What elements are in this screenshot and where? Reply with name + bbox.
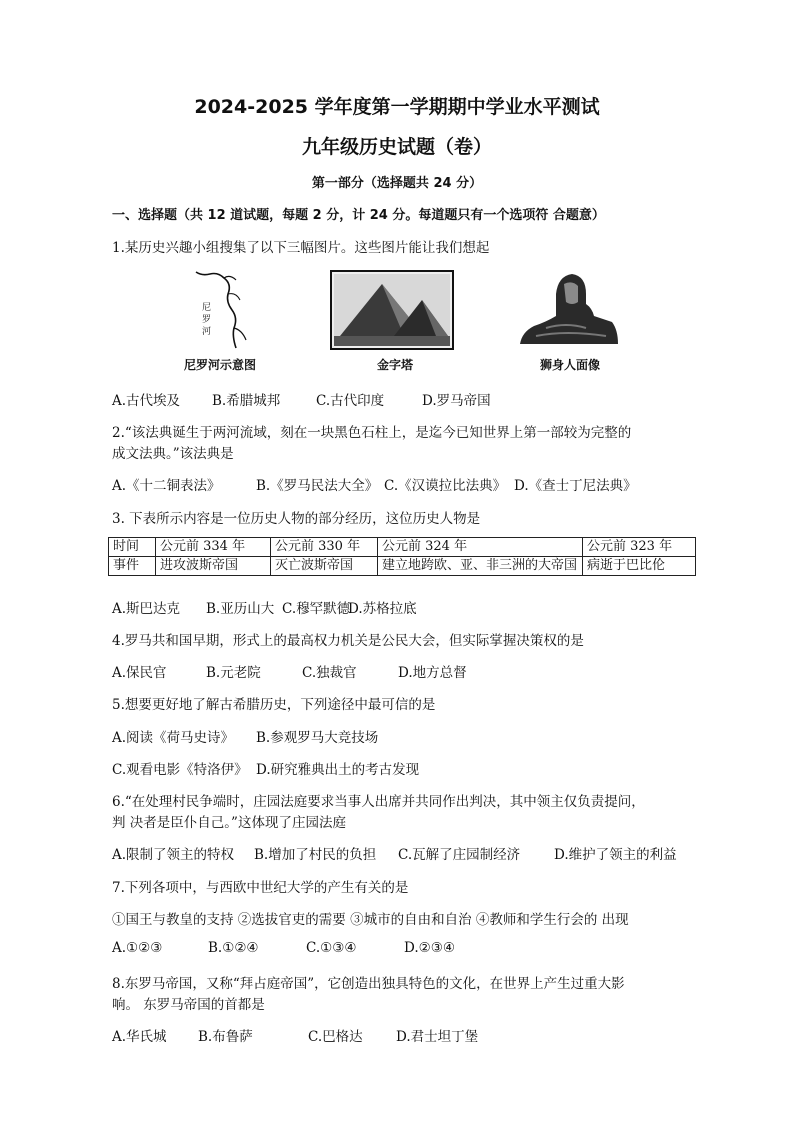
question-1-options [112,389,491,409]
table-row [109,557,696,576]
figure-caption-nile: 尼罗河示意图 [183,358,256,372]
option-d[interactable]: D.维护了领主的利益 [554,847,677,863]
figure-caption-pyramid: 金字塔 [376,358,413,372]
question-4-options [112,661,467,681]
question-3-stem: 3. 下表所示内容是一位历史人物的部分经历，这位历史人物是 [112,511,481,527]
option-c[interactable]: C.巴格达 [308,1029,363,1045]
question-5-options-row1 [112,726,378,746]
option-d[interactable]: D.苏格拉底 [348,601,417,617]
option-b[interactable]: B.增加了村民的负担 [254,847,377,863]
exam-subtitle: 九年级历史试题（卷） [301,136,492,158]
option-a[interactable]: A.古代埃及 [112,393,181,409]
question-3-table [108,537,696,576]
question-7-items: ①国王与教皇的支持 ②选拔官吏的需要 ③城市的自由和自治 ④教师和学生行会的 出现 [112,912,629,928]
question-2-stem-line2: 成文法典。”该法典是 [112,446,234,462]
option-c[interactable]: C.观看电影《特洛伊》 [112,762,248,778]
option-c[interactable]: C.古代印度 [316,393,385,409]
table-cell: 公元前 324 年 [378,538,583,557]
question-2-stem-line1: 2.“该法典诞生于两河流域，刻在一块黑色石柱上，是迄今已知世界上第一部较为完整的 [112,425,632,441]
table-cell: 公元前 323 年 [583,538,696,557]
question-5-stem: 5.想要更好地了解古希腊历史，下列途径中最可信的是 [112,697,436,713]
option-b[interactable]: B.布鲁萨 [198,1029,253,1045]
option-d[interactable]: D.地方总督 [398,665,467,681]
table-cell: 时间 [109,538,156,557]
option-b[interactable]: B.元老院 [206,665,261,681]
option-d[interactable]: D.君士坦丁堡 [396,1029,479,1045]
option-c[interactable]: C.①③④ [306,940,357,956]
exam-title: 2024-2025 学年度第一学期期中学业水平测试 [194,96,600,118]
table-cell: 病逝于巴比伦 [583,557,696,576]
option-a[interactable]: A.保民官 [112,665,167,681]
table-row [109,538,696,557]
option-a[interactable]: A.斯巴达克 [112,601,181,617]
table-cell: 公元前 330 年 [271,538,378,557]
question-2-options [112,474,637,494]
option-c[interactable]: C.《汉谟拉比法典》 [384,478,507,494]
part-heading: 第一部分（选择题共 24 分） [311,176,483,191]
option-a[interactable]: A.华氏城 [112,1029,167,1045]
option-b[interactable]: B.亚历山大 [206,601,275,617]
question-5-options-row2 [112,758,419,778]
option-b[interactable]: B.希腊城邦 [212,393,281,409]
option-d[interactable]: D.②③④ [404,940,455,956]
question-6-options [112,843,677,863]
figure-caption-sphinx: 狮身人面像 [539,358,600,372]
option-a[interactable]: A.限制了领主的特权 [112,847,235,863]
option-c[interactable]: C.穆罕默德 [282,601,351,617]
nile-map-icon [188,270,278,350]
option-c[interactable]: C.瓦解了庄园制经济 [398,847,521,863]
question-8-stem-line2: 响。 东罗马帝国的首都是 [112,997,265,1013]
option-b[interactable]: B.参观罗马大竞技场 [256,730,379,746]
option-d[interactable]: D.罗马帝国 [422,393,491,409]
question-7-stem: 7.下列各项中，与西欧中世纪大学的产生有关的是 [112,880,409,896]
table-cell: 进攻波斯帝国 [156,557,271,576]
question-3-options [112,597,417,617]
option-d[interactable]: D.研究雅典出土的考古发现 [256,762,420,778]
question-6-stem-line2: 判 决者是臣仆自己。”这体现了庄园法庭 [112,815,346,831]
option-d[interactable]: D.《查士丁尼法典》 [514,478,637,494]
question-1-stem: 1.某历史兴趣小组搜集了以下三幅图片。这些图片能让我们想起 [112,240,490,256]
question-8-options [112,1025,478,1045]
pyramid-icon [330,270,454,350]
nile-label-3: 河 [202,327,212,337]
nile-label-2: 罗 [202,315,212,325]
question-6-stem-line1: 6.“在处理村民争端时，庄园法庭要求当事人出席并共同作出判决，其中领主仅负责提问， [112,794,645,810]
option-c[interactable]: C.独裁官 [302,665,357,681]
option-a[interactable]: A.阅读《荷马史诗》 [112,730,235,746]
table-cell: 建立地跨欧、亚、非三洲的大帝国 [378,557,583,576]
question-8-stem-line1: 8.东罗马帝国，又称“拜占庭帝国”，它创造出独具特色的文化，在世界上产生过重大影 [112,976,625,992]
option-b[interactable]: B.①②④ [208,940,259,956]
nile-label-1: 尼 [202,303,212,313]
option-b[interactable]: B.《罗马民法大全》 [256,478,379,494]
option-a[interactable]: A.①②③ [112,940,163,956]
sphinx-icon [516,270,620,350]
table-cell: 灭亡波斯帝国 [271,557,378,576]
question-4-stem: 4.罗马共和国早期，形式上的最高权力机关是公民大会，但实际掌握决策权的是 [112,633,584,649]
table-cell: 公元前 334 年 [156,538,271,557]
section-heading: 一、选择题（共 12 道试题，每题 2 分，计 24 分。每道题只有一个选项符 合题意） [112,208,605,223]
option-a[interactable]: A.《十二铜表法》 [112,478,221,494]
question-7-options [112,940,455,956]
table-cell: 事件 [109,557,156,576]
